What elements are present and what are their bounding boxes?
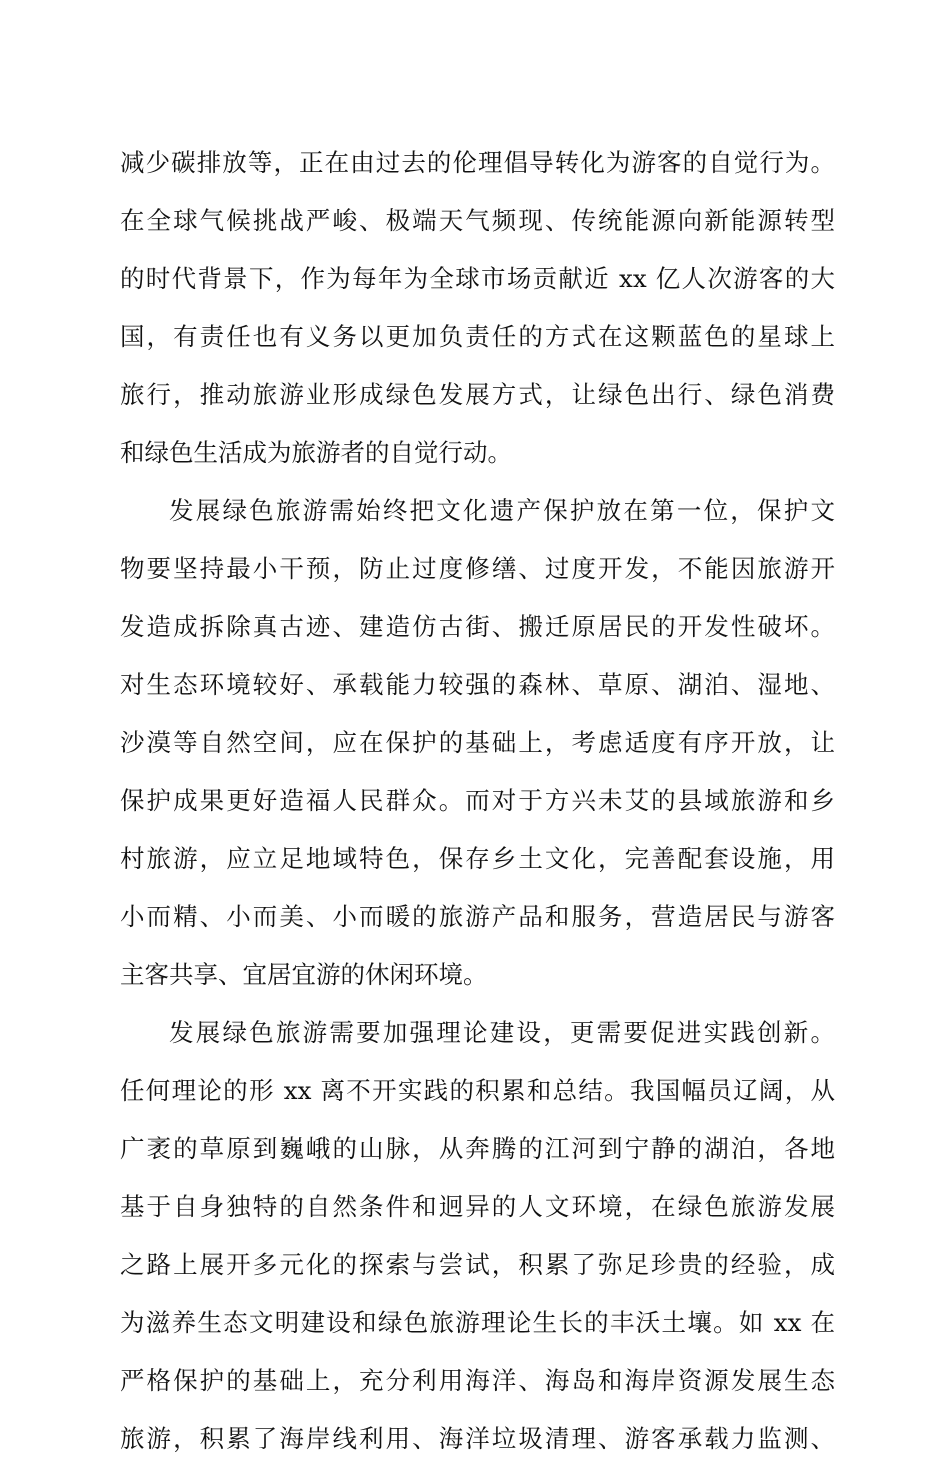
text-line: 沙漠等自然空间，应在保护的基础上，考虑适度有序开放，让	[120, 728, 835, 757]
text-line: 严格保护的基础上，充分利用海洋、海岛和海岸资源发展生态	[120, 1366, 835, 1395]
text-line: 之路上展开多元化的探索与尝试，积累了弥足珍贵的经验，成	[120, 1250, 835, 1279]
text-line: 在全球气候挑战严峻、极端天气频现、传统能源向新能源转型	[120, 206, 835, 235]
text-line: 保护成果更好造福人民群众。而对于方兴未艾的县域旅游和乡	[120, 786, 835, 815]
text-line: 发展绿色旅游需要加强理论建设，更需要促进实践创新。	[169, 1018, 835, 1047]
text-line: 旅行，推动旅游业形成绿色发展方式，让绿色出行、绿色消费	[120, 380, 835, 409]
text-line: 和绿色生活成为旅游者的自觉行动。	[120, 438, 512, 467]
text-line: 广袤的草原到巍峨的山脉，从奔腾的江河到宁静的湖泊，各地	[120, 1134, 835, 1163]
text-line: 的时代背景下，作为每年为全球市场贡献近 xx 亿人次游客的大	[120, 264, 835, 293]
text-line: 对生态环境较好、承载能力较强的森林、草原、湖泊、湿地、	[120, 670, 835, 699]
text-line: 发展绿色旅游需始终把文化遗产保护放在第一位，保护文	[169, 496, 835, 525]
text-line: 旅游，积累了海岸线利用、海洋垃圾清理、游客承载力监测、	[120, 1424, 835, 1453]
text-line: 国，有责任也有义务以更加负责任的方式在这颗蓝色的星球上	[120, 322, 835, 351]
text-line: 小而精、小而美、小而暖的旅游产品和服务，营造居民与游客	[120, 902, 835, 931]
body-text	[120, 134, 835, 1468]
text-line: 主客共享、宜居宜游的休闲环境。	[120, 960, 488, 989]
text-line: 为滋养生态文明建设和绿色旅游理论生长的丰沃土壤。如 xx 在	[120, 1308, 835, 1337]
text-line: 任何理论的形 xx 离不开实践的积累和总结。我国幅员辽阔，从	[120, 1076, 835, 1105]
text-line: 物要坚持最小干预，防止过度修缮、过度开发，不能因旅游开	[120, 554, 835, 583]
text-line: 减少碳排放等，正在由过去的伦理倡导转化为游客的自觉行为。	[120, 148, 835, 177]
text-line: 发造成拆除真古迹、建造仿古街、搬迁原居民的开发性破坏。	[120, 612, 835, 641]
text-line: 基于自身独特的自然条件和迥异的人文环境，在绿色旅游发展	[120, 1192, 835, 1221]
text-line: 村旅游，应立足地域特色，保存乡土文化，完善配套设施，用	[120, 844, 835, 873]
